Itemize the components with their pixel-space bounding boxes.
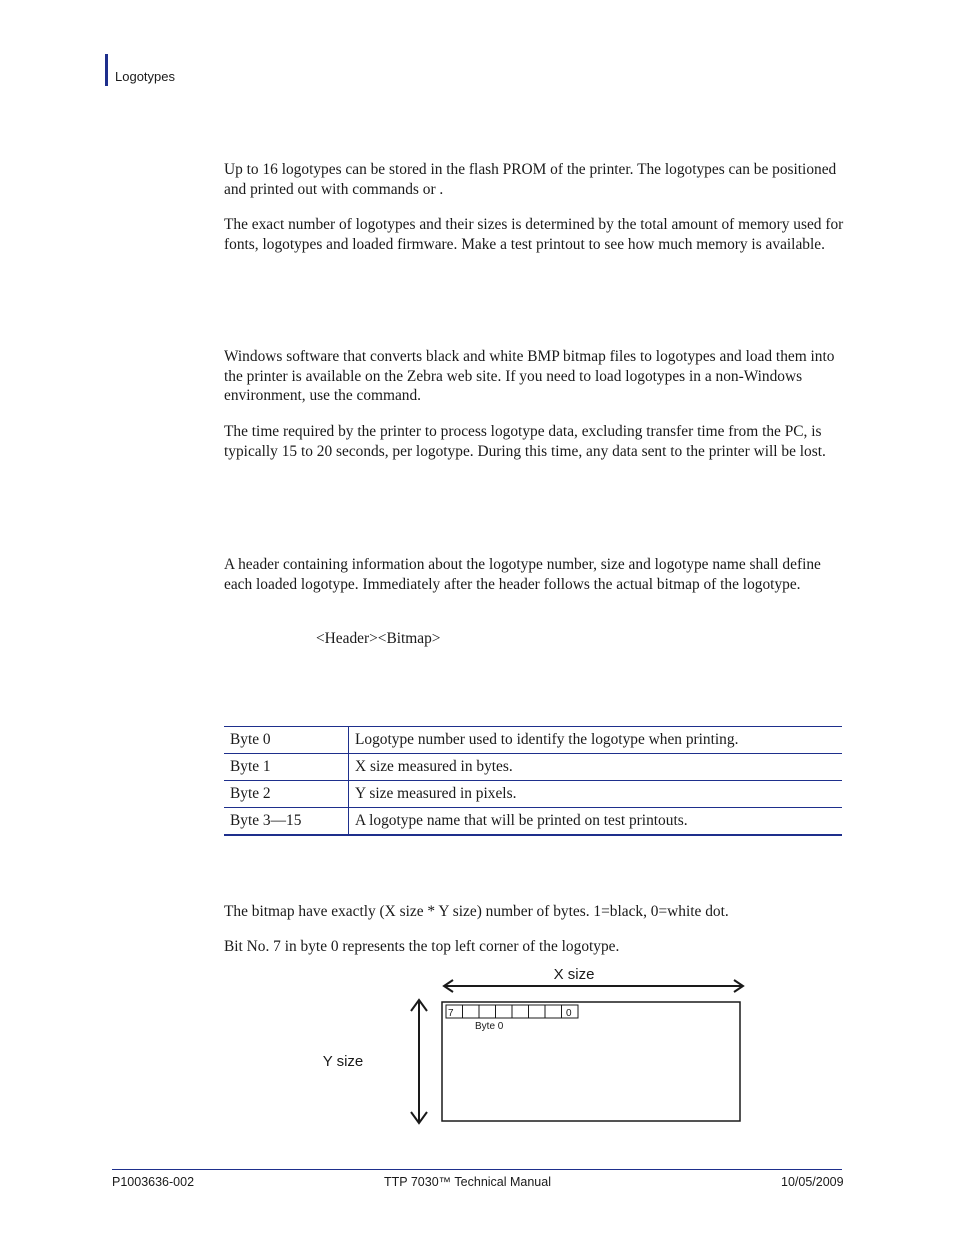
table-cell-field: Byte 2 [224,781,349,808]
x-size-label: X size [553,966,595,983]
byte-0-cells [446,1005,578,1018]
table-cell-field: Byte 1 [224,754,349,781]
section-header: Logotypes [115,69,175,84]
table-cell-description: A logotype name that will be printed on test printouts. [349,808,843,836]
footer-doc-number: P1003636-002 [112,1175,195,1189]
bit-7-label: 7 [448,1008,454,1019]
y-size-arrow [411,1000,427,1123]
footer-title: TTP 7030™ Technical Manual [384,1175,551,1189]
bitmap-paragraph: The bitmap have exactly (X size * Y size) number of bytes. 1=black, 0=white dot. [224,903,729,920]
bitmap-frame [442,1002,740,1121]
footer-date: 10/05/2009 [781,1175,844,1189]
software-paragraph: Windows software that converts black and white BMP bitmap files to logotypes and load them into the printer is available on the Zebra web site. If you need to load logotypes in a non-Windows environment, use the command. [224,348,835,405]
table-cell-description: Y size measured in pixels. [349,781,843,808]
table-cell-description: X size measured in bytes. [349,754,843,781]
footer-rule [112,1169,842,1170]
intro-paragraph: Up to 16 logotypes can be stored in the flash PROM of the printer. The logotypes can be positioned and printed out with commands or . [224,161,837,198]
header-paragraph: A header containing information about the logotype number, size and logotype name shall define each loaded logotype. Immediately after the header follows the actual bitmap of the logotype. [224,556,821,593]
memory-paragraph: The exact number of logotypes and their sizes is determined by the total amount of memory used for fonts, logotypes and loaded firmware. Make a test printout to see how much memory is available. [224,216,844,253]
table-cell-description: Logotype number used to identify the logotype when printing. [349,727,843,754]
timing-paragraph: The time required by the printer to process logotype data, excluding transfer time from the PC, is typically 15 to 20 seconds, per logotype. During this time, any data sent to the printer will be lost. [224,423,826,460]
format-line: <Header><Bitmap> [316,630,441,647]
bit-order-paragraph: Bit No. 7 in byte 0 represents the top left corner of the logotype. [224,938,620,955]
table-cell-field: Byte 3—15 [224,808,349,836]
bit-0-label: 0 [566,1008,572,1019]
table-cell-field: Byte 0 [224,727,349,754]
byte-0-label: Byte 0 [475,1021,504,1032]
y-size-label: Y size [322,1053,364,1070]
